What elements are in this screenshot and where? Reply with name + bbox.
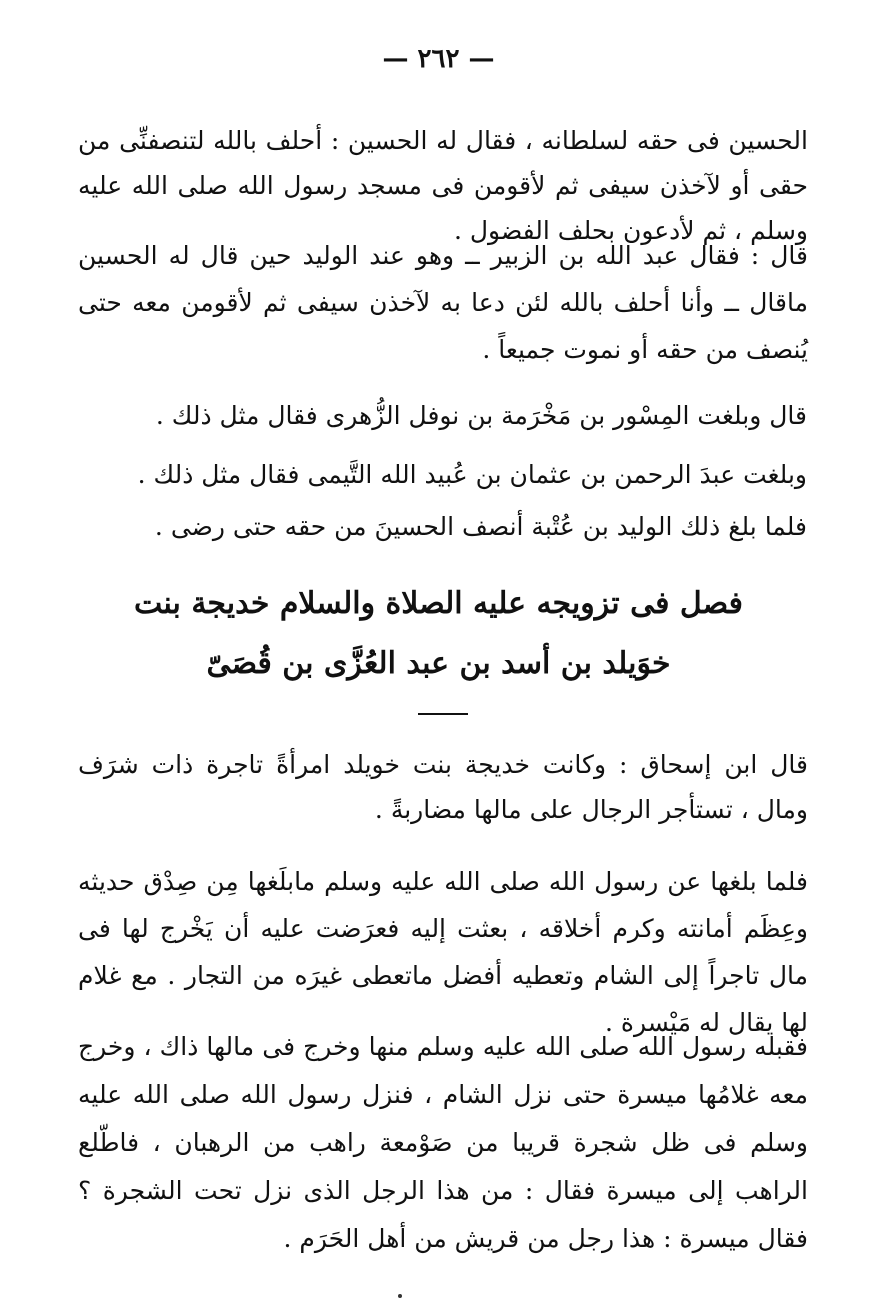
print-speck xyxy=(398,1294,402,1298)
section-heading-line-1: فصل فى تزويجه عليه الصلاة والسلام خديجة بنت xyxy=(134,586,743,621)
line-abd-al-rahman: وبلغت عبدَ الرحمن بن عثمان بن عُبيد الله التَّيمى فقال مثل ذلك . xyxy=(137,460,807,489)
line-al-miswar: قال وبلغت المِسْور بن مَخْرَمة بن نوفل الزُّهرى فقال مثل ذلك . xyxy=(155,401,807,430)
paragraph-ibn-ishaq: قال ابن إسحاق : وكانت خديجة بنت خويلد امرأةً تاجرة ذات شرَف ومال ، تستأجر الرجال على مالها مضاربةً . xyxy=(78,750,808,824)
section-heading-line-2: خوَيلد بن أسد بن عبد العُزَّى بن قُصَىّ xyxy=(206,646,671,681)
page-number: — ٢٦٢ — xyxy=(382,44,495,74)
heading-divider xyxy=(418,713,468,715)
paragraph-maysara-journey: فقبله رسول الله صلى الله عليه وسلم منها وخرج فى مالها ذاك ، وخرج معه غلامُها ميسرة حتى نزل الشام ، فنزل رسول الله صلى الله عليه وسلم فى ظل شجرة قريبا من صَوْمعة راهب من الرهبان ، فاطّلع الراهب إلى ميسرة فقال : من هذا الرجل الذى نزل تحت الشجرة ؟ فقال ميسرة : هذا رجل من قريش من أهل الحَرَم . xyxy=(78,1032,808,1253)
paragraph-khadija-offer: فلما بلغها عن رسول الله صلى الله عليه وسلم مابلَغها مِن صِدْق حديثه وعِظَم أمانته وكرم أخلاقه ، بعثت إليه فعرَضت عليه أن يَخْرج لها فى مال تاجراً إلى الشام وتعطيه أفضل ماتعطى غيرَه من التجار . مع غلام لها يقال له مَيْسرة . xyxy=(78,867,808,1037)
line-al-walid: فلما بلغ ذلك الوليد بن عُتْبة أنصف الحسينَ من حقه حتى رضى . xyxy=(154,512,807,541)
paragraph-ibn-al-zubayr: قال : فقال عبد الله بن الزبير ــ وهو عند الوليد حين قال له الحسين ماقال ــ وأنا أحلف بالله لئن دعا به لآخذن سيفى ثم لأقومن معه حتى يُنصف من حقه أو نموت جميعاً . xyxy=(78,241,808,364)
paragraph-hilf-al-fudul: الحسين فى حقه لسلطانه ، فقال له الحسين : أحلف بالله لتنصفنِّى من حقى أو لآخذن سيفى ثم لأقومن فى مسجد رسول الله صلى الله عليه وسلم ، ثم لأدعون بحلف الفضول . xyxy=(78,126,808,245)
